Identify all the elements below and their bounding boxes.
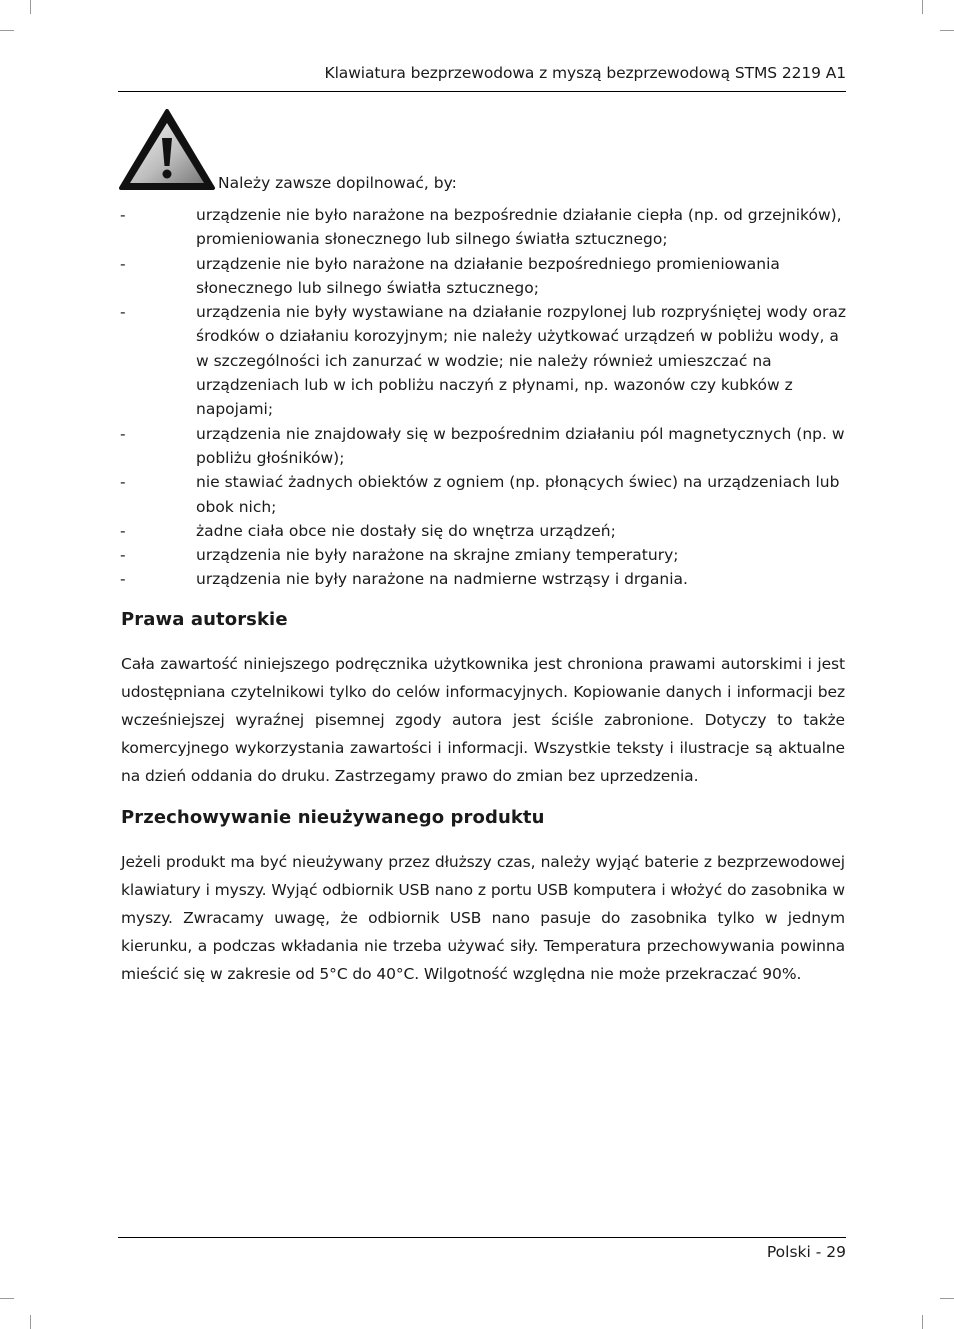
- list-dash: -: [120, 473, 126, 492]
- storage-paragraph: Jeżeli produkt ma być nieużywany przez dłuższy czas, należy wyjąć baterie z bezprzewodowej klawiatury i myszy. Wyjąć odbiornik USB nano z portu USB komputera i włożyć do zasobnika w myszy. Zwracamy uwagę, że odbiornik USB nano pasuje do zasobnika tylko w jednym kierunku, a podczas wkładania nie trzeba używać siły. Temperatura przechowywania powinna mieścić się w zakresie od 5°C do 40°C. Wilgotność względna nie może przekraczać 90%.: [121, 853, 845, 983]
- list-dash: -: [120, 570, 126, 589]
- list-item: [118, 422, 846, 471]
- warning-intro: Należy zawsze dopilnować, by:: [218, 174, 457, 192]
- header-divider: [118, 91, 846, 92]
- list-dash: -: [120, 254, 126, 273]
- page-header-title: Klawiatura bezprzewodowa z myszą bezprzewodową STMS 2219 A1: [324, 64, 846, 82]
- warning-triangle-icon: [118, 108, 216, 192]
- crop-mark: [0, 1298, 14, 1299]
- list-item: [118, 203, 846, 252]
- crop-mark: [0, 30, 14, 31]
- crop-mark: [30, 0, 31, 14]
- crop-mark: [30, 1315, 31, 1329]
- list-item: [118, 470, 846, 519]
- list-item: [118, 252, 846, 301]
- crop-mark: [922, 0, 923, 14]
- list-item-text: urządzenie nie było narażone na bezpośrednie działanie ciepła (np. od grzejników), promieniowania słonecznego lub silnego światła sztucznego;: [196, 206, 842, 249]
- copyright-heading: Prawa autorskie: [121, 609, 288, 630]
- crop-mark: [922, 1315, 923, 1329]
- list-item: [118, 567, 846, 591]
- list-item: [118, 519, 846, 543]
- list-dash: -: [120, 521, 126, 540]
- crop-mark: [940, 30, 954, 31]
- safety-list: [118, 203, 846, 592]
- list-item-text: urządzenia nie były narażone na nadmierne wstrząsy i drgania.: [196, 570, 688, 589]
- list-item-text: urządzenie nie było narażone na działanie bezpośredniego promieniowania słonecznego lub silnego światła sztucznego;: [196, 254, 780, 297]
- list-item: [118, 543, 846, 567]
- copyright-paragraph: Cała zawartość niniejszego podręcznika użytkownika jest chroniona prawami autorskimi i jest udostępniana czytelnikowi tylko do celów informacyjnych. Kopiowanie danych i informacji bez wcześniejszej wyraźnej pisemnej zgody autora jest ściśle zabronione. Dotyczy to także komercyjnego wykorzystania zawartości i informacji. Wszystkie teksty i ilustracje są aktualne na dzień oddania do druku. Zastrzegamy prawo do zmian bez uprzedzenia.: [121, 655, 845, 785]
- list-dash: -: [120, 303, 126, 322]
- list-item-text: nie stawiać żadnych obiektów z ogniem (np. płonących świec) na urządzeniach lub obok nich;: [196, 473, 840, 516]
- list-dash: -: [120, 206, 126, 224]
- storage-heading: Przechowywanie nieużywanego produktu: [121, 807, 545, 828]
- crop-mark: [940, 1298, 954, 1299]
- list-item-text: urządzenia nie były wystawiane na działanie rozpylonej lub rozpryśniętej wody oraz środków o działaniu korozyjnym; nie należy użytkować urządzeń w pobliżu wody, a w szczególności ich zanurzać w wodzie; nie należy również umieszczać na urządzeniach lub w ich pobliżu naczyń z płynami, np. wazonów czy kubków z napojami;: [196, 303, 846, 419]
- list-item-text: żadne ciała obce nie dostały się do wnętrza urządzeń;: [196, 521, 616, 540]
- list-item: [118, 300, 846, 421]
- list-dash: -: [120, 546, 126, 565]
- list-item-text: urządzenia nie znajdowały się w bezpośrednim działaniu pól magnetycznych (np. w pobliżu głośników);: [196, 424, 845, 467]
- list-item-text: urządzenia nie były narażone na skrajne zmiany temperatury;: [196, 546, 679, 565]
- page-number: Polski - 29: [766, 1243, 846, 1261]
- footer-divider: [118, 1237, 846, 1238]
- list-dash: -: [120, 424, 126, 443]
